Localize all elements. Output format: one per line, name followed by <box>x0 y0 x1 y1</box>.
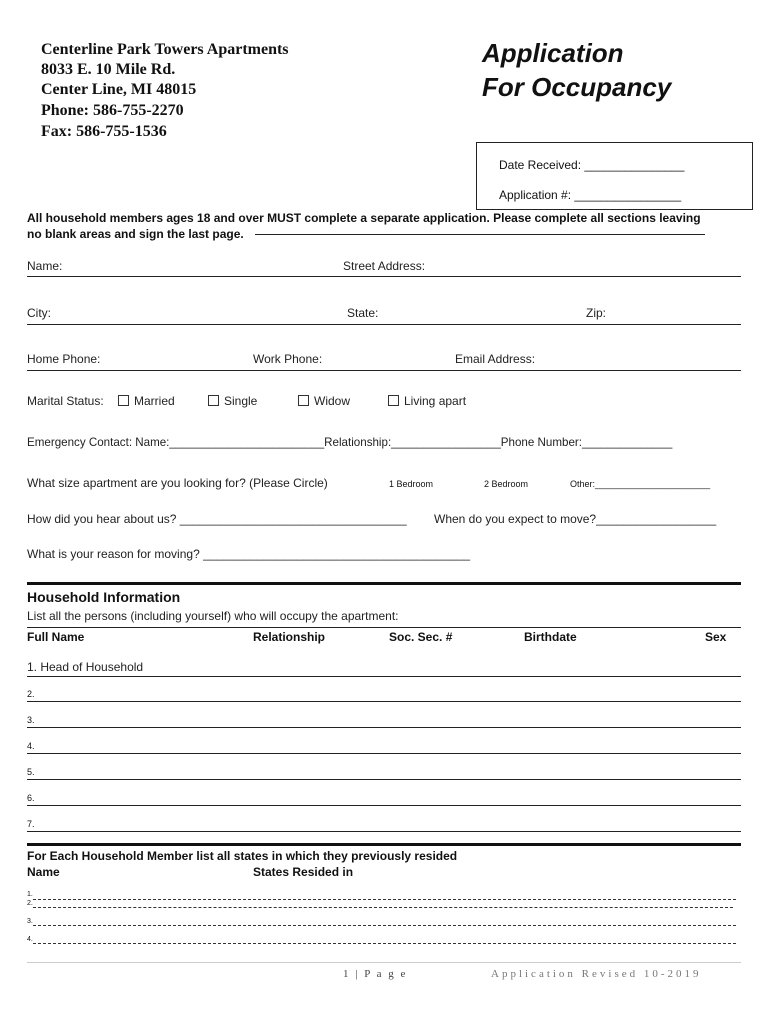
form-title-line1: Application <box>482 38 624 68</box>
states-row-2[interactable]: 2. <box>27 900 33 907</box>
revision-note: Application Revised 10-2019 <box>491 968 702 980</box>
states-row-3-line <box>33 925 736 926</box>
property-city: Center Line, MI 48015 <box>41 81 197 98</box>
household-row-5-line <box>27 779 741 780</box>
apartment-option-2-bedroom[interactable]: 2 Bedroom <box>484 479 529 489</box>
states-row-2-line <box>33 907 733 908</box>
emergency-contact-field[interactable]: Emergency Contact: Name:________________________Relationship:_________________Phone Number:______________ <box>27 436 673 449</box>
household-row-2[interactable]: 2. <box>27 689 35 699</box>
checkbox-icon[interactable] <box>298 395 309 406</box>
household-row-5[interactable]: 5. <box>27 767 35 777</box>
household-row-4[interactable]: 4. <box>27 741 35 751</box>
property-name: Centerline Park Towers Apartments <box>41 41 289 58</box>
checkbox-icon[interactable] <box>208 395 219 406</box>
property-fax: Fax: 586-755-1536 <box>41 123 167 140</box>
move-date-field[interactable]: When do you expect to move?__________________ <box>434 512 717 526</box>
household-row-4-line <box>27 753 741 754</box>
instructions <box>27 210 701 242</box>
home-phone-label: Home Phone: <box>27 352 101 366</box>
states-title: For Each Household Member list all states in which they previously resided <box>27 849 458 863</box>
household-subtitle: List all the persons (including yourself) who will occupy the apartment: <box>27 609 399 623</box>
property-phone: Phone: 586-755-2270 <box>41 102 184 119</box>
marital-option-living-apart[interactable]: Living apart <box>388 394 466 408</box>
reason-for-moving-field[interactable]: What is your reason for moving? ________________________________________ <box>27 547 471 561</box>
column-ssn: Soc. Sec. # <box>389 630 453 644</box>
instructions-line1: All household members ages 18 and over MUST complete a separate application. Please complete all sections leaving <box>27 211 701 225</box>
household-row-6-line <box>27 805 741 806</box>
city-label: City: <box>27 306 51 320</box>
checkbox-icon[interactable] <box>118 395 129 406</box>
apartment-option-other[interactable]: Other:_______________________ <box>570 479 711 489</box>
date-received-field[interactable]: Date Received: _______________ <box>499 158 685 172</box>
form-title-line2: For Occupancy <box>482 72 672 102</box>
household-row-3-line <box>27 727 741 728</box>
states-row-4[interactable]: 4. <box>27 936 33 943</box>
city-state-zip-line[interactable] <box>27 324 741 325</box>
application-number-field[interactable]: Application #: ________________ <box>499 188 682 202</box>
zip-label: Zip: <box>586 306 607 320</box>
column-relationship: Relationship <box>253 630 326 644</box>
marital-option-married[interactable]: Married <box>118 394 175 408</box>
household-row-7-line <box>27 831 741 832</box>
marital-option-widow[interactable]: Widow <box>298 394 350 408</box>
household-row-1-line <box>27 676 741 677</box>
office-use-box <box>476 142 753 210</box>
states-column-name: Name <box>27 865 60 879</box>
work-phone-label: Work Phone: <box>253 352 323 366</box>
marital-option-single[interactable]: Single <box>208 394 257 408</box>
footer-rule <box>27 962 741 963</box>
marital-status-label: Marital Status: <box>27 394 104 408</box>
states-section-rule <box>27 843 741 846</box>
apartment-option-1-bedroom[interactable]: 1 Bedroom <box>389 479 434 489</box>
email-label: Email Address: <box>455 352 536 366</box>
phone-email-line[interactable] <box>27 370 741 371</box>
household-row-6[interactable]: 6. <box>27 793 35 803</box>
states-row-1[interactable]: 1. <box>27 891 33 898</box>
household-row-3[interactable]: 3. <box>27 715 35 725</box>
states-row-4-line <box>33 943 736 944</box>
column-full-name: Full Name <box>27 630 85 644</box>
column-sex: Sex <box>705 630 727 644</box>
household-row-1[interactable]: 1. Head of Household <box>27 660 144 674</box>
household-row-2-line <box>27 701 741 702</box>
states-row-1-line <box>33 899 736 900</box>
states-column-states: States Resided in <box>253 865 354 879</box>
household-row-7[interactable]: 7. <box>27 819 35 829</box>
name-label: Name: <box>27 259 63 273</box>
household-header-rule <box>27 627 741 628</box>
states-row-3[interactable]: 3. <box>27 918 33 925</box>
page-number: 1 | P a g e <box>343 968 408 980</box>
instructions-line2: no blank areas and sign the last page. <box>27 227 244 241</box>
state-label: State: <box>347 306 379 320</box>
household-section-rule <box>27 582 741 585</box>
household-title: Household Information <box>27 589 181 605</box>
name-address-line[interactable] <box>27 276 741 277</box>
hear-about-field[interactable]: How did you hear about us? __________________________________ <box>27 512 407 526</box>
column-birthdate: Birthdate <box>524 630 577 644</box>
apartment-size-question: What size apartment are you looking for? (Please Circle) <box>27 476 328 490</box>
property-street: 8033 E. 10 Mile Rd. <box>41 61 176 78</box>
checkbox-icon[interactable] <box>388 395 399 406</box>
instructions-underline <box>255 234 705 235</box>
street-address-label: Street Address: <box>343 259 426 273</box>
